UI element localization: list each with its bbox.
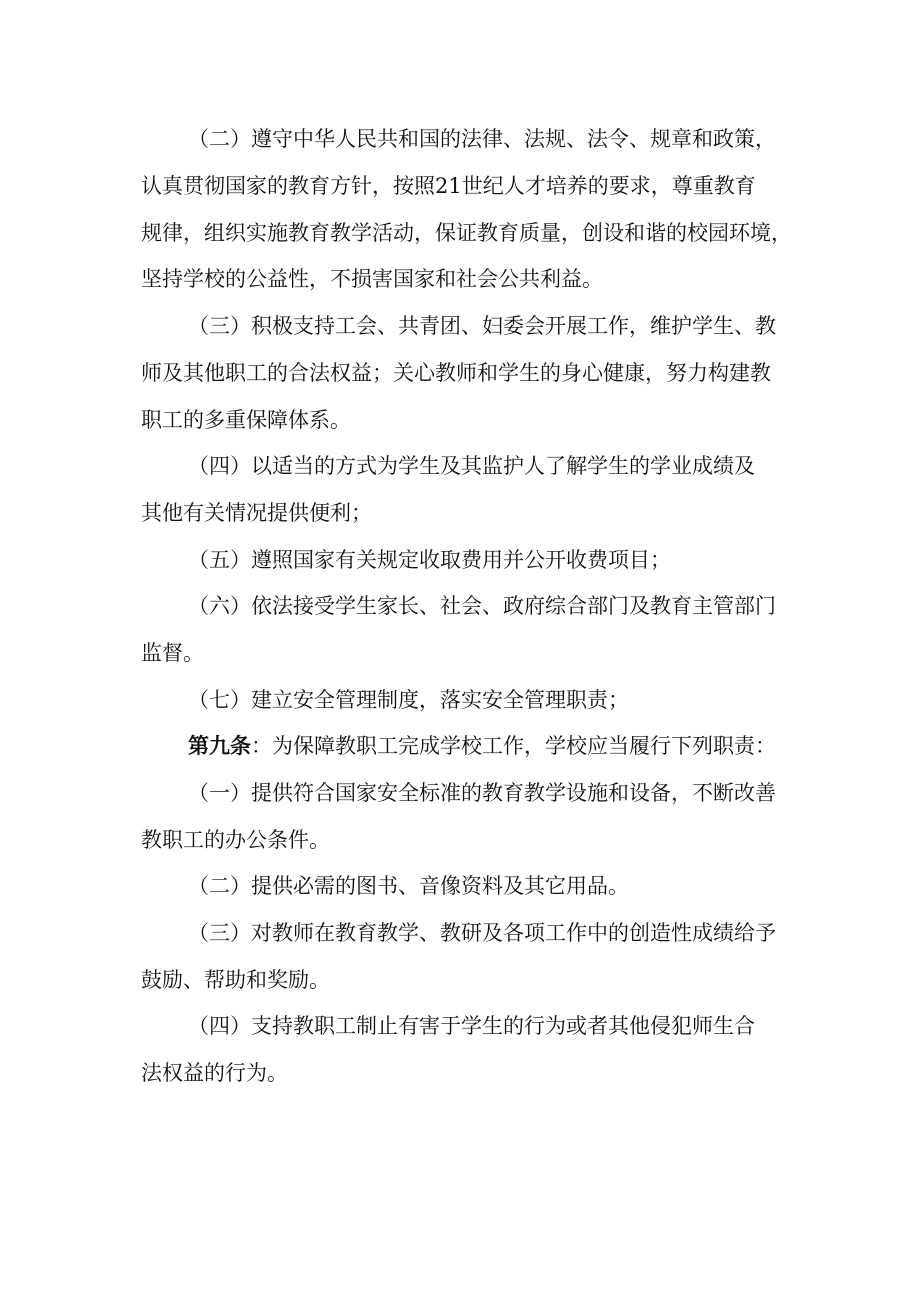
text-line: （六）依法接受学生家长、社会、政府综合部门及教育主管部门 xyxy=(188,594,776,618)
text-line: 师及其他职工的合法权益；关心教师和学生的身心健康，努力构建教 xyxy=(141,361,771,385)
article-heading-line xyxy=(188,732,781,760)
text-line: 认真贯彻国家的教育方针，按照21世纪人才培养的要求，尊重教育 xyxy=(141,174,756,198)
text-line: 法权益的行为。 xyxy=(141,1061,288,1085)
text-line: 鼓励、帮助和奖励。 xyxy=(141,968,330,992)
text-line: （三）积极支持工会、共青团、妇委会开展工作，维护学生、教 xyxy=(188,314,776,338)
text-line: （二）遵守中华人民共和国的法律、法规、法令、规章和政策， xyxy=(188,127,776,151)
text-line: 监督。 xyxy=(141,641,204,665)
text-line: 职工的多重保障体系。 xyxy=(141,408,351,432)
text-line: （二）提供必需的图书、音像资料及其它用品。 xyxy=(188,874,629,898)
text-line: （四）以适当的方式为学生及其监护人了解学生的学业成绩及 xyxy=(188,454,755,478)
article-label: 第九条 xyxy=(188,733,251,758)
text-line: （三）对教师在教育教学、教研及各项工作中的创造性成绩给予 xyxy=(188,921,776,945)
text-line: 其他有关情况提供便利； xyxy=(141,501,372,525)
article-text: ：为保障教职工完成学校工作，学校应当履行下列职责： xyxy=(251,734,776,758)
text-line: （五）遵照国家有关规定收取费用并公开收费项目； xyxy=(188,548,671,572)
text-line: （一）提供符合国家安全标准的教育教学设施和设备，不断改善 xyxy=(188,781,776,805)
text-line: （七）建立安全管理制度，落实安全管理职责； xyxy=(188,688,629,712)
text-line: 教职工的办公条件。 xyxy=(141,828,330,852)
text-line: （四）支持教职工制止有害于学生的行为或者其他侵犯师生合 xyxy=(188,1014,755,1038)
text-line: 坚持学校的公益性，不损害国家和社会公共利益。 xyxy=(141,267,603,291)
text-line: 规律，组织实施教育教学活动，保证教育质量，创设和谐的校园环境， xyxy=(141,221,792,245)
